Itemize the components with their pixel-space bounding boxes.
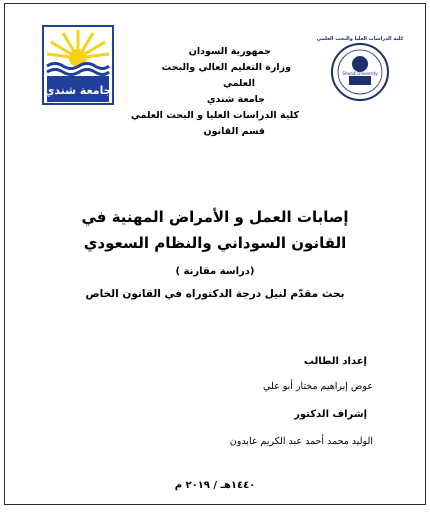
title-line-1: إصابات العمل و الأمراض المهنية في: [81, 208, 349, 226]
document-page: [4, 3, 426, 505]
header-college: كلية الدراسات العليا و البحث العلمي: [130, 110, 299, 121]
right-logo-top-text: كلية الدراسات العليا والبحث العلمي: [316, 36, 404, 42]
right-logo-name: Shendi University: [342, 71, 378, 76]
header-university: جامعة شندي: [206, 94, 265, 105]
thesis-purpose: بحث مقدّم لنيل درجة الدكتوراه في القانون الخاص: [85, 288, 345, 300]
header-ministry-cont: العلمي: [222, 78, 255, 89]
title-line-2: القانون السوداني والنظام السعودي: [83, 234, 347, 252]
left-logo-text: جامعة شندي: [44, 84, 112, 97]
header-ministry: وزارة التعليم العالي والبحث: [161, 62, 291, 73]
header-country: جمهورية السودان: [188, 46, 271, 57]
supervisor-label: إشراف الدكتور: [294, 409, 367, 420]
institution-header: [99, 44, 299, 140]
thesis-title: [5, 204, 425, 256]
thesis-subtitle: (دراسة مقارنة ): [175, 266, 255, 277]
document-date: ١٤٤٠هـ / ٢٠١٩ م: [174, 480, 256, 491]
student-label: إعداد الطالب: [303, 356, 367, 367]
supervisor-name: الوليد محمد أحمد عبد الكريم عابدون: [229, 436, 373, 447]
student-name: عوض إبراهيم مختار أبو علي: [263, 381, 373, 392]
header-department: قسم القانون: [203, 126, 265, 137]
graduate-college-logo: [316, 28, 404, 106]
